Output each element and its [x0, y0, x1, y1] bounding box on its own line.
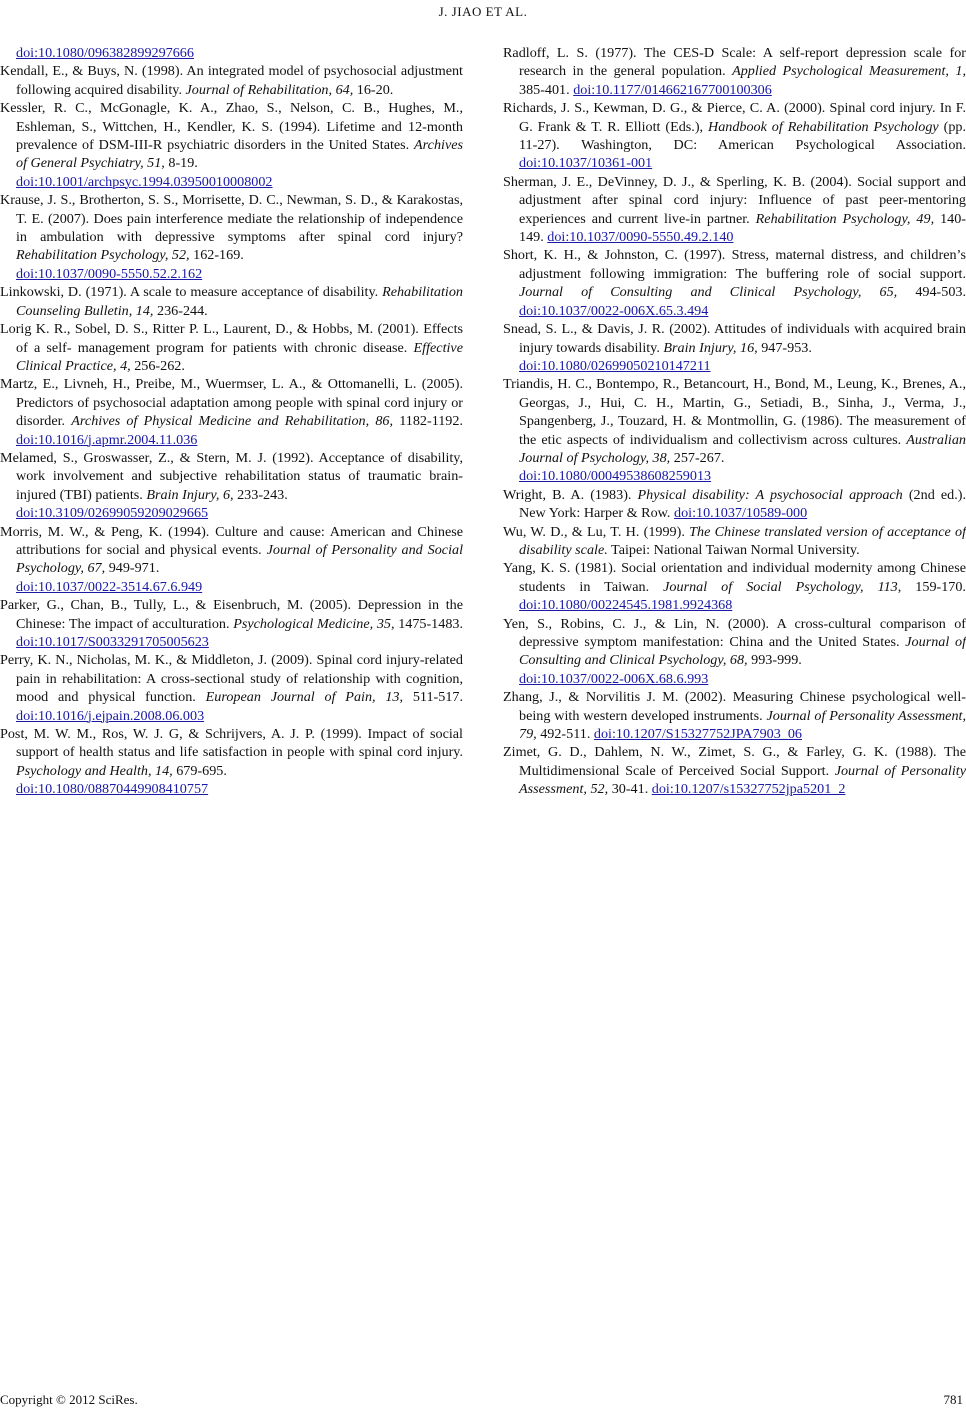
reference-entry [0, 191, 463, 283]
references-left-column [0, 44, 463, 799]
reference-text: Radloff, L. S. (1977). The CES-D Scale: A self-report depression scale for research in the general population. [503, 45, 966, 80]
reference-source-title: Psychology and Health, 14, [16, 762, 173, 779]
reference-source-title: Journal of Consulting and Clinical Psychology, 65, [519, 284, 898, 301]
reference-text: Wu, W. D., & Lu, T. H. (1999). [503, 523, 690, 540]
reference-pages: 679-695. [172, 762, 227, 779]
reference-text: Post, M. W. M., Ros, W. J. G, & Schrijvers, A. J. P. (1999). Impact of social support of health status and life satisfaction in people with spinal cord injury. [0, 726, 463, 761]
reference-text: Richards, J. S., Kewman, D. G., & Pierce, C. A. (2000). Spinal cord injury. In F. G. Frank & T. R. Elliott (Eds.), [503, 100, 966, 135]
reference-pages: 140-149. [519, 210, 966, 246]
doi-link[interactable]: doi:10.1207/S15327752JPA7903_06 [593, 726, 802, 743]
reference-entry [503, 44, 966, 99]
reference-entry [0, 375, 463, 449]
reference-source-title: The Chinese translated version of acceptance of disability scale. [519, 523, 966, 558]
reference-source-title: Archives of General Psychiatry, 51, [16, 137, 463, 172]
doi-link[interactable]: doi:10.1037/10589-000 [674, 505, 808, 522]
reference-source-title: Journal of Social Psychology, 113 [663, 578, 898, 595]
doi-link[interactable]: doi:10.1016/j.ejpain.2008.06.003 [16, 707, 205, 724]
reference-entry [503, 486, 966, 523]
reference-pages: 1475-1483. [394, 615, 464, 632]
reference-entry [0, 62, 463, 99]
doi-link[interactable]: doi:10.1037/0090-5550.52.2.162 [16, 265, 203, 282]
reference-entry [503, 523, 966, 560]
reference-text: Zhang, J., & Norvilitis J. M. (2002). Measuring Chinese psychological well-being with western developed instruments. [503, 689, 966, 724]
doi-link[interactable]: doi:10.1080/00049538608259013 [519, 468, 712, 485]
doi-link[interactable]: doi:10.1080/00224545.1981.9924368 [519, 597, 733, 614]
reference-entry [503, 320, 966, 375]
reference-pages: 511-517. [403, 689, 463, 706]
reference-source-title: Journal of Personality Assessment, 52, [519, 762, 966, 798]
reference-text: Krause, J. S., Brotherton, S. S., Morrisette, D. C., Newman, S. D., & Karakostas, T. E. (2007). Does pain interference mediate the relationship of independence in ambulation with depressive symptoms after spinal cord injury? [0, 192, 463, 246]
reference-text: Short, K. H., & Johnston, C. (1997). Stress, maternal distress, and children’s adjustment following immigration: The buffering role of social support. [503, 247, 966, 282]
reference-text: Kessler, R. C., McGonagle, K. A., Zhao, S., Nelson, C. B., Hughes, M., Eshleman, S., Wittchen, H., Kendler, K. S. (1994). Lifetime and 12-month prevalence of DSM-III-R psychiatric disorders in the United States. [0, 100, 463, 154]
reference-source-title: Effective Clinical Practice, 4, [16, 339, 463, 374]
reference-source-title: Rehabilitation Psychology, 49, [755, 210, 935, 227]
reference-source-title: European Journal of Pain, 13, [205, 689, 404, 706]
doi-link[interactable]: doi:10.1037/0022-006X.68.6.993 [519, 670, 709, 687]
reference-pages: (pp. 11-27). Washington, DC: American Psychological Association. [519, 118, 966, 154]
reference-pages: 993-999. [747, 652, 802, 669]
reference-source-title: Handbook of Rehabilitation Psychology [707, 118, 939, 135]
doi-link[interactable]: doi:10.1177/014662167700100306 [573, 81, 772, 98]
doi-link[interactable]: doi:10.1037/0090-5550.49.2.140 [547, 229, 734, 246]
reference-pages: 16-20. [353, 81, 394, 98]
reference-source-title: Journal of Consulting and Clinical Psychology, 68, [519, 634, 966, 669]
reference-entry [503, 99, 966, 173]
reference-source-title: Rehabilitation Counseling Bulletin, 14, [16, 284, 463, 319]
reference-pages: 492-511. [536, 726, 594, 743]
reference-text: Perry, K. N., Nicholas, M. K., & Middleton, J. (2009). Spinal cord injury-related pain in rehabilitation: A cross-sectional study of relationship with cognition, mood and physical function. [0, 652, 463, 706]
reference-entry [0, 596, 463, 651]
reference-entry [0, 449, 463, 523]
doi-link[interactable]: doi:10.1207/s15327752jpa5201_2 [651, 781, 846, 798]
reference-source-title: Archives of Physical Medicine and Rehabilitation, 86, [71, 413, 394, 430]
reference-text: Melamed, S., Groswasser, Z., & Stern, M. J. (1992). Acceptance of disability, work involvement and subjective rehabilitation status of traumatic brain-injured (TBI) patients. [0, 449, 463, 503]
copyright-notice: Copyright © 2012 SciRes. [0, 1392, 138, 1407]
reference-pages: 233-243. [233, 486, 288, 503]
reference-entry [503, 173, 966, 247]
doi-link[interactable]: doi:10.1080/096382899297666 [16, 45, 194, 61]
reference-text: Martz, E., Livneh, H., Preibe, M., Wuermser, L. A., & Ottomanelli, L. (2005). Predictors of psychosocial adaptation among people with spinal cord injury or disorder. [0, 376, 463, 430]
reference-source-title: Journal of Personality Assessment, 79, [519, 707, 966, 743]
reference-entry [0, 725, 463, 799]
reference-text: Kendall, E., & Buys, N. (1998). An integrated model of psychosocial adjustment following acquired disability. [0, 63, 463, 98]
reference-source-title: Physical disability: A psychosocial approach [637, 486, 903, 503]
reference-text: Triandis, H. C., Bontempo, R., Betancourt, H., Bond, M., Leung, K., Brenes, A., Georgas, J., Hui, C. H., Martin, G., Setiadi, B., Sinha, J., Verma, J., Spangenberg, J., Touzard, H. & Montmollin, G. (1986). The measurement of the etic aspects of individualism and collectivism across cultures. [503, 376, 966, 448]
reference-entry [0, 99, 463, 191]
reference-entry [0, 651, 463, 725]
reference-pages: 949-971. [105, 560, 160, 577]
doi-link[interactable]: doi:10.1016/j.apmr.2004.11.036 [16, 431, 198, 448]
reference-entry [0, 523, 463, 597]
reference-source-title: Journal of Personality and Social Psychology, 67, [16, 541, 463, 577]
reference-text: Morris, M. W., & Peng, K. (1994). Culture and cause: American and Chinese attributions for social and physical events. [0, 523, 463, 558]
reference-pages: Taipei: National Taiwan Normal University. [607, 541, 860, 558]
reference-entry [0, 320, 463, 375]
reference-pages: 8-19. [164, 155, 198, 172]
reference-text: Parker, G., Chan, B., Tully, L., & Eisenbruch, M. (2005). Depression in the Chinese: The impact of acculturation. [0, 597, 463, 632]
reference-source-title: Australian Journal of Psychology, 38, [519, 431, 966, 466]
reference-entry [503, 615, 966, 689]
reference-entry [0, 44, 463, 62]
doi-link[interactable]: doi:10.1017/S0033291705005623 [16, 634, 209, 650]
reference-pages: 385-401. [519, 81, 574, 98]
reference-source-title: Applied Psychological Measurement, 1, [732, 63, 966, 80]
running-head: J. JIAO ET AL. [438, 4, 528, 19]
reference-entry [503, 246, 966, 320]
doi-link[interactable]: doi:10.1001/archpsyc.1994.03950010008002 [16, 173, 273, 190]
doi-link[interactable]: doi:10.1037/10361-001 [519, 155, 653, 172]
reference-source-title: Brain Injury, 6, [146, 486, 234, 503]
reference-pages: 947-953. [757, 339, 812, 356]
doi-link[interactable]: doi:10.1080/08870449908410757 [16, 781, 209, 798]
reference-entry [503, 688, 966, 743]
doi-link[interactable]: doi:10.3109/02699059209029665 [16, 505, 209, 522]
references-right-column [503, 44, 966, 799]
reference-entry [0, 283, 463, 320]
reference-text: Lorig K. R., Sobel, D. S., Ritter P. L., Laurent, D., & Hobbs, M. (2001). Effects of a self- management program for patients with chronic disease. [0, 321, 463, 356]
reference-text: Yang, K. S. (1981). Social orientation and individual modernity among Chinese students in Taiwan. [503, 560, 966, 595]
reference-pages: (2nd ed.). New York: Harper & Row. [519, 486, 966, 522]
reference-source-title: Brain Injury, 16, [663, 339, 758, 356]
reference-text: Linkowski, D. (1971). A scale to measure acceptance of disability. [0, 284, 383, 301]
page-number: 781 [943, 1392, 963, 1407]
reference-entry [503, 559, 966, 614]
reference-pages: 494-503. [897, 284, 966, 301]
reference-source-title: Psychological Medicine, 35, [233, 615, 395, 632]
reference-pages: 30-41. [608, 781, 652, 798]
reference-entry [503, 375, 966, 485]
reference-text: Sherman, J. E., DeVinney, D. J., & Sperling, K. B. (2004). Social support and adjustment after spinal cord injury: Influence of past peer-mentoring experiences and current live-in partner. [503, 173, 966, 227]
doi-link[interactable]: doi:10.1037/0022-3514.67.6.949 [16, 578, 203, 595]
reference-pages: 256-262. [130, 357, 185, 374]
doi-link[interactable]: doi:10.1080/02699050210147211 [519, 357, 711, 374]
reference-text: Snead, S. L., & Davis, J. R. (2002). Attitudes of individuals with acquired brain injury towards disability. [503, 321, 966, 356]
reference-pages: 257-267. [670, 449, 725, 466]
reference-pages: 236-244. [153, 302, 208, 319]
reference-pages: 1182-1192. [393, 413, 463, 430]
reference-source-title: Journal of Rehabilitation, 64, [185, 81, 354, 98]
reference-entry [503, 743, 966, 798]
reference-text: Yen, S., Robins, C. J., & Lin, N. (2000). A cross-cultural comparison of depressive symptom manifestation: China and the United States. [503, 615, 966, 650]
reference-pages: 162-169. [189, 247, 244, 264]
reference-pages: , 159-170. [897, 578, 966, 595]
reference-text: Wright, B. A. (1983). [503, 486, 638, 503]
doi-link[interactable]: doi:10.1037/0022-006X.65.3.494 [519, 302, 709, 319]
reference-text: Zimet, G. D., Dahlem, N. W., Zimet, S. G., & Farley, G. K. (1988). The Multidimensional Scale of Perceived Social Support. [503, 744, 966, 779]
reference-source-title: Rehabilitation Psychology, 52, [16, 247, 190, 264]
